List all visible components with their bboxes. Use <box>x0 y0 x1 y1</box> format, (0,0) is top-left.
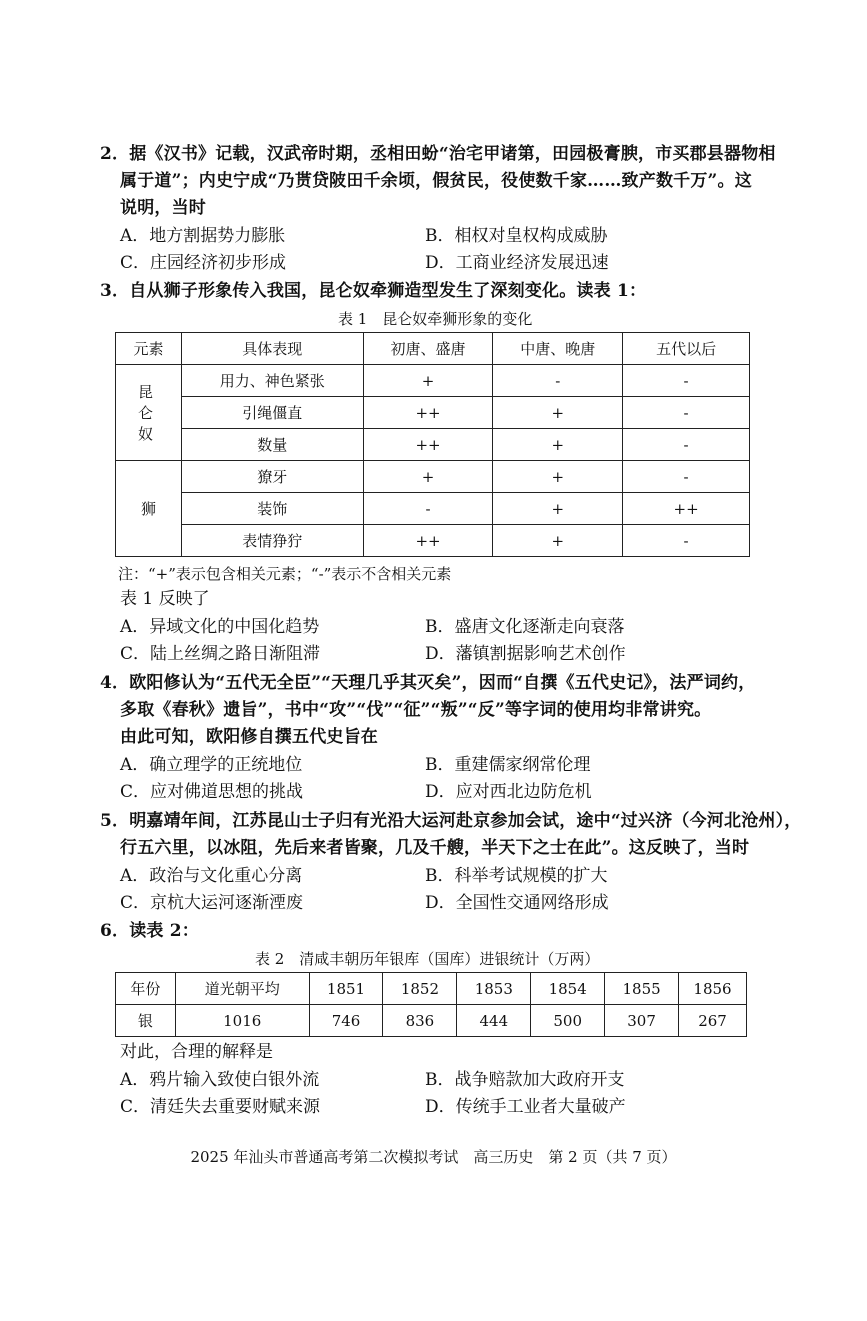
table-cell: ++ <box>363 525 493 557</box>
table-row <box>116 1005 747 1037</box>
table-row <box>116 397 750 429</box>
table-cell: ++ <box>363 397 493 429</box>
table-cell: 307 <box>605 1005 679 1037</box>
q2-option-d: D．工商业经济发展迅速 <box>425 253 609 273</box>
q4-stem-line3: 由此可知，欧阳修自撰五代史旨在 <box>120 727 378 747</box>
q3-option-a: A．异域文化的中国化趋势 <box>120 617 320 637</box>
table2-header-cell: 1852 <box>383 973 457 1005</box>
table-cell: - <box>623 461 750 493</box>
table-cell: 用力、神色紧张 <box>181 365 363 397</box>
table-cell: 500 <box>531 1005 605 1037</box>
q6-stem: 6．读表 2： <box>100 921 199 941</box>
table1-header-cell: 具体表现 <box>181 333 363 365</box>
table-cell: 267 <box>679 1005 747 1037</box>
table1-group-kunlunnu: 昆仑奴 <box>116 365 182 461</box>
q5-option-c: C．京杭大运河逐渐湮废 <box>120 893 304 913</box>
table-cell: 1016 <box>175 1005 309 1037</box>
table-cell: 引绳僵直 <box>181 397 363 429</box>
q5-option-b: B．科举考试规模的扩大 <box>425 866 608 886</box>
table-cell: - <box>623 429 750 461</box>
table1-caption: 表 1 昆仑奴牵狮形象的变化 <box>338 310 533 328</box>
q2-stem-line3: 说明，当时 <box>120 198 206 218</box>
q5-option-d: D．全国性交通网络形成 <box>425 893 609 913</box>
q4-option-b: B．重建儒家纲常伦理 <box>425 755 591 775</box>
table2-header-row <box>116 973 747 1005</box>
q3-option-c: C．陆上丝绸之路日渐阻滞 <box>120 644 321 664</box>
q5-stem-line2: 行五六里，以冰阻，先后来者皆聚，几及千艘，半天下之士在此”。这反映了，当时 <box>120 838 750 858</box>
table-cell: 装饰 <box>181 493 363 525</box>
q2-option-b: B．相权对皇权构成威胁 <box>425 226 608 246</box>
table-cell: + <box>493 461 623 493</box>
q3-stem: 3．自从狮子形象传入我国，昆仑奴牵狮造型发生了深刻变化。读表 1： <box>100 281 647 301</box>
q4-stem-line2: 多取《春秋》遗旨”，书中“攻”“伐”“征”“叛”“反”等字词的使用均非常讲究。 <box>120 700 712 720</box>
q6-option-b: B．战争赔款加大政府开支 <box>425 1070 625 1090</box>
table2-header-cell: 1855 <box>605 973 679 1005</box>
table-cell: + <box>493 525 623 557</box>
table-cell: - <box>363 493 493 525</box>
table1-header-cell: 初唐、盛唐 <box>363 333 493 365</box>
table2-header-cell: 1851 <box>309 973 383 1005</box>
table2-header-cell: 道光朝平均 <box>175 973 309 1005</box>
q6-option-d: D．传统手工业者大量破产 <box>425 1097 626 1117</box>
table-cell: 表情狰狞 <box>181 525 363 557</box>
table-cell: 836 <box>383 1005 457 1037</box>
q2-stem-line2: 属于道”；内史宁成“乃贳贷陂田千余顷，假贫民，役使数千家……致产数千万”。这 <box>120 171 752 191</box>
table-row <box>116 365 750 397</box>
q4-option-c: C．应对佛道思想的挑战 <box>120 782 304 802</box>
table-cell: + <box>363 461 493 493</box>
page-footer: 2025 年汕头市普通高考第二次模拟考试 高三历史 第 2 页（共 7 页） <box>190 1148 677 1166</box>
q4-option-a: A．确立理学的正统地位 <box>120 755 303 775</box>
q6-option-a: A．鸦片输入致使白银外流 <box>120 1070 320 1090</box>
q3-option-d: D．藩镇割据影响艺术创作 <box>425 644 626 664</box>
table1-header-cell: 五代以后 <box>623 333 750 365</box>
table2 <box>115 972 747 1037</box>
table-cell: 獠牙 <box>181 461 363 493</box>
table-row <box>116 429 750 461</box>
table-cell: 444 <box>457 1005 531 1037</box>
table1-header-cell: 元素 <box>116 333 182 365</box>
q2-stem-line1: 2．据《汉书》记载，汉武帝时期，丞相田蚡“治宅甲诸第，田园极膏腴，市买郡县器物相 <box>100 144 776 164</box>
table1 <box>115 332 750 557</box>
table-cell: 银 <box>116 1005 176 1037</box>
table-cell: ++ <box>623 493 750 525</box>
q4-stem-line1: 4．欧阳修认为“五代无全臣”“天理几乎其灭矣”，因而“自撰《五代史记》，法严词约， <box>100 673 756 693</box>
table2-header-cell: 1854 <box>531 973 605 1005</box>
table2-header-cell: 1856 <box>679 973 747 1005</box>
table-cell: + <box>363 365 493 397</box>
table1-note: 注：“+”表示包含相关元素；“-”表示不含相关元素 <box>118 565 452 583</box>
table-row <box>116 461 750 493</box>
table-cell: + <box>493 493 623 525</box>
q2-option-a: A．地方割据势力膨胀 <box>120 226 286 246</box>
table-cell: - <box>623 525 750 557</box>
table2-header-cell: 1853 <box>457 973 531 1005</box>
table1-header-row <box>116 333 750 365</box>
table-row <box>116 493 750 525</box>
table-cell: 数量 <box>181 429 363 461</box>
q4-option-d: D．应对西北边防危机 <box>425 782 592 802</box>
table2-caption: 表 2 清咸丰朝历年银库（国库）进银统计（万两） <box>255 950 600 968</box>
table-cell: - <box>623 365 750 397</box>
table-cell: - <box>493 365 623 397</box>
q3-option-b: B．盛唐文化逐渐走向衰落 <box>425 617 625 637</box>
table-cell: ++ <box>363 429 493 461</box>
table-cell: + <box>493 429 623 461</box>
table-row <box>116 525 750 557</box>
table-cell: + <box>493 397 623 429</box>
table-cell: 746 <box>309 1005 383 1037</box>
table2-header-cell: 年份 <box>116 973 176 1005</box>
q5-option-a: A．政治与文化重心分离 <box>120 866 303 886</box>
table1-group-lion: 狮 <box>116 461 182 557</box>
table1-header-cell: 中唐、晚唐 <box>493 333 623 365</box>
q2-option-c: C．庄园经济初步形成 <box>120 253 287 273</box>
table-cell: - <box>623 397 750 429</box>
q3-ask: 表 1 反映了 <box>120 589 210 609</box>
q6-option-c: C．清廷失去重要财赋来源 <box>120 1097 321 1117</box>
q6-ask: 对此，合理的解释是 <box>120 1042 273 1062</box>
q5-stem-line1: 5．明嘉靖年间，江苏昆山士子归有光沿大运河赴京参加会试，途中“过兴济（今河北沧州）， <box>100 811 802 831</box>
